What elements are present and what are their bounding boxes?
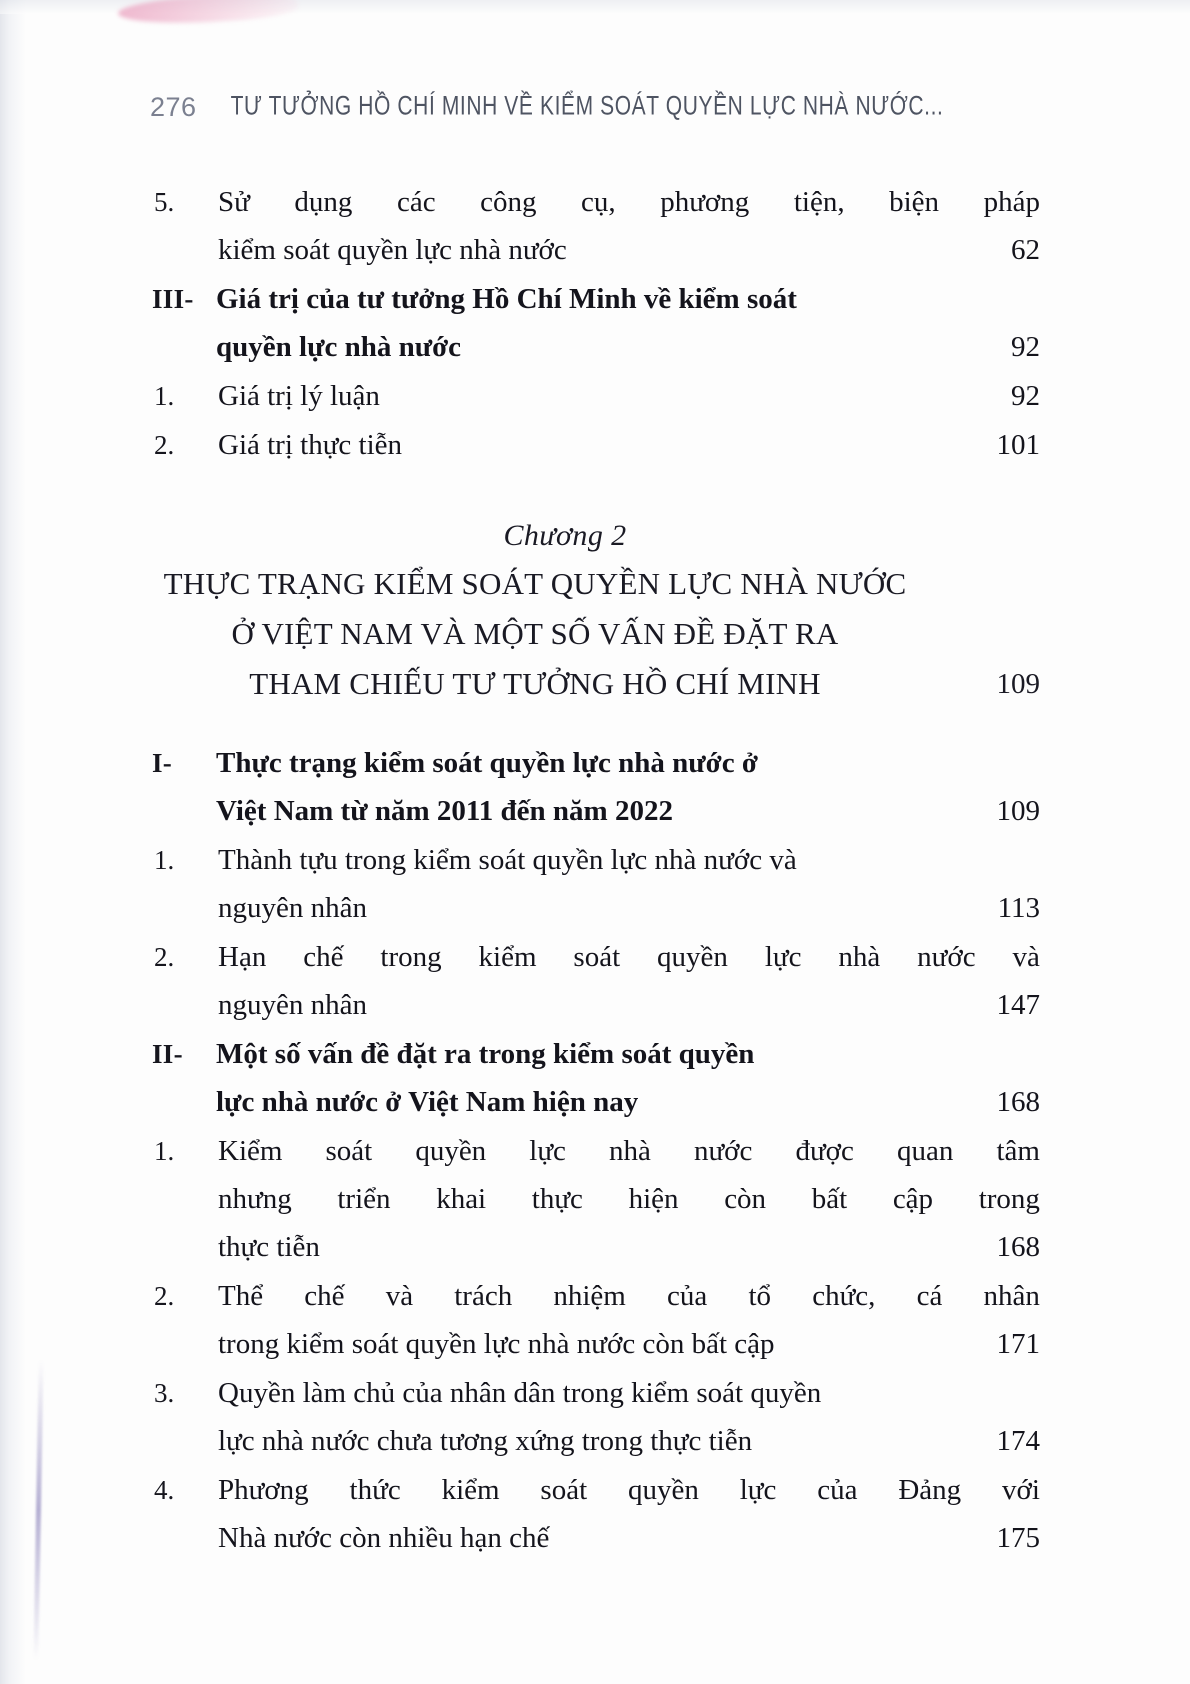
toc-line: quyền lực nhà nước (216, 331, 462, 363)
toc-line: Giá trị lý luận (218, 380, 380, 412)
toc-line-word: còn (724, 1183, 767, 1215)
toc-entry-text (218, 1466, 1040, 1562)
toc-line-word: và (1012, 941, 1040, 973)
toc-line-word: của (817, 1474, 858, 1506)
toc-line-with-page (216, 787, 1040, 835)
toc-entry-text (218, 421, 1040, 469)
toc-line-word: trách (454, 1280, 513, 1312)
chapter-title-row-1 (150, 559, 1040, 609)
toc-line-word: Phương (218, 1474, 309, 1506)
chapter-label-container (150, 513, 1040, 559)
scan-pink-smudge (117, 0, 298, 27)
toc-line-with-page (218, 981, 1040, 1029)
toc-page-number: 175 (996, 1522, 1040, 1554)
toc-line-with-page (218, 372, 1040, 420)
toc-entry-number: 4. (154, 1475, 175, 1505)
toc-line-word: lực (529, 1135, 566, 1167)
scan-ink-streak (33, 1360, 43, 1660)
toc-line-word: chức, (812, 1280, 876, 1312)
toc-entry-text (216, 1030, 1040, 1126)
toc-line-word: biện (889, 186, 940, 218)
chapter-title-line-1: THỰC TRẠNG KIỂM SOÁT QUYỀN LỰC NHÀ NƯỚC (163, 566, 907, 601)
toc-page-number: 168 (996, 1086, 1040, 1118)
toc-line-word: khai (436, 1183, 487, 1215)
toc-entry-text (216, 275, 1040, 371)
toc-line-word: pháp (983, 186, 1040, 218)
toc-entry-II-1 (150, 1127, 1040, 1271)
toc-line-word: tâm (996, 1135, 1040, 1167)
toc-line-with-page (218, 1223, 1040, 1271)
chapter-title-row-2 (150, 609, 1040, 659)
toc-line-with-page (216, 1078, 1040, 1126)
toc-line-word: được (795, 1135, 854, 1167)
toc-line-word: các (396, 186, 436, 218)
toc-entry-I-1 (150, 836, 1040, 932)
toc-line-with-page (218, 226, 1040, 274)
scan-edge-top-shadow (0, 0, 1190, 14)
toc-page-number: 174 (996, 1425, 1040, 1457)
toc-entry-text (218, 933, 1040, 1029)
toc-entry-number: 5. (154, 187, 175, 217)
toc-entry-number: 3. (154, 1378, 175, 1408)
toc-entry-II (150, 1030, 1040, 1126)
toc-line (218, 1272, 1040, 1320)
toc-entry-I (150, 739, 1040, 835)
toc-entry-text (216, 739, 1040, 835)
toc-line-with-page (218, 1514, 1040, 1562)
toc-page-number: 92 (1011, 380, 1040, 412)
toc-line (218, 1127, 1040, 1175)
toc-line-word: quan (896, 1135, 954, 1167)
toc-line: nguyên nhân (218, 892, 367, 924)
toc-page-number: 113 (997, 892, 1040, 924)
toc-line: Thành tựu trong kiểm soát quyền lực nhà nước và (218, 844, 797, 876)
chapter-page-number: 109 (996, 668, 1040, 700)
page-folio-number: 276 (150, 92, 197, 122)
toc-entry-text (218, 178, 1040, 274)
toc-line-word: Sử (218, 186, 250, 218)
toc-line-word: quyền (628, 1474, 699, 1506)
toc-line-word: lực (739, 1474, 777, 1506)
toc-entry-number: 1. (154, 381, 175, 411)
toc-line-word: nước (693, 1135, 753, 1167)
toc-line: Việt Nam từ năm 2011 đến năm 2022 (216, 795, 673, 827)
toc-line: lực nhà nước chưa tương xứng trong thực tiễn (218, 1425, 753, 1457)
toc-entry-number: I- (152, 748, 173, 778)
toc-entry-5 (150, 178, 1040, 274)
toc-line-word: cá (916, 1280, 943, 1312)
table-of-contents (150, 178, 1040, 1563)
toc-line-word: nhân (983, 1280, 1040, 1312)
toc-line-word: và (385, 1280, 414, 1312)
toc-line-word: thực (531, 1183, 583, 1215)
toc-line-word: của (667, 1280, 708, 1312)
toc-line: Một số vấn đề đặt ra trong kiểm soát quyền (216, 1038, 755, 1070)
toc-entry-text (218, 1272, 1040, 1368)
toc-page-number: 147 (996, 989, 1040, 1021)
toc-line-word: quyền (657, 941, 728, 973)
toc-entry-III-2 (150, 421, 1040, 469)
toc-entry-number: 1. (154, 1136, 175, 1166)
toc-line-word: soát (540, 1474, 588, 1506)
toc-line-word: Hạn (218, 941, 267, 973)
toc-line-word: trong (380, 941, 442, 973)
chapter-title-line-2: Ở VIỆT NAM VÀ MỘT SỐ VẤN ĐỀ ĐẶT RA (231, 616, 839, 651)
toc-line-with-page (218, 421, 1040, 469)
toc-line-word: soát (325, 1135, 373, 1167)
toc-entry-number: 2. (154, 430, 175, 460)
toc-line (218, 1466, 1040, 1514)
toc-page-number: 92 (1011, 331, 1040, 363)
toc-entry-number: 2. (154, 942, 175, 972)
scan-edge-shadow (0, 0, 26, 1684)
toc-page-number: 171 (996, 1328, 1040, 1360)
toc-line: lực nhà nước ở Việt Nam hiện nay (216, 1086, 639, 1118)
toc-line-with-page (218, 1417, 1040, 1465)
toc-line: nguyên nhân (218, 989, 367, 1021)
toc-line-word: nhà (609, 1135, 651, 1167)
toc-line-word: thức (349, 1474, 401, 1506)
toc-line: thực tiễn (218, 1231, 320, 1263)
toc-line-word: nước (917, 941, 976, 973)
toc-line-word: chế (304, 1280, 345, 1312)
toc-line-with-page (218, 884, 1040, 932)
toc-line-word: công (480, 186, 537, 218)
toc-line-word: Kiểm (218, 1135, 283, 1167)
toc-entry-text (218, 836, 1040, 932)
toc-line-word: lực (764, 941, 802, 973)
toc-line: Thực trạng kiểm soát quyền lực nhà nước ở (216, 747, 758, 779)
chapter-label-row (150, 513, 1040, 559)
toc-line-word: soát (573, 941, 621, 973)
toc-line-word: cụ, (581, 186, 616, 218)
toc-line-word: Thể (218, 1280, 264, 1312)
toc-line (218, 1175, 1040, 1223)
toc-line-word: nhưng (218, 1183, 292, 1215)
toc-line-word: cập (892, 1183, 934, 1215)
toc-line: Giá trị của tư tưởng Hồ Chí Minh về kiểm soát (216, 283, 797, 315)
toc-line-with-page (218, 1320, 1040, 1368)
toc-line-word: quyền (415, 1135, 487, 1167)
chapter-label: Chương 2 (503, 519, 627, 552)
toc-entry-III (150, 275, 1040, 371)
toc-entry-number: II- (152, 1039, 183, 1069)
toc-entry-I-2 (150, 933, 1040, 1029)
toc-entry-number: III- (152, 284, 194, 314)
toc-line-word: tiện, (793, 186, 845, 218)
toc-line-with-page (216, 323, 1040, 371)
toc-entry-text (218, 1127, 1040, 1271)
toc-line: trong kiểm soát quyền lực nhà nước còn bất cập (218, 1328, 775, 1360)
toc-line-word: với (1002, 1474, 1040, 1506)
running-header (150, 92, 943, 123)
toc-line-word: trong (978, 1183, 1040, 1215)
toc-entry-II-3 (150, 1369, 1040, 1465)
toc-line-word: Đảng (898, 1474, 962, 1506)
toc-entry-number: 1. (154, 845, 175, 875)
toc-entry-III-1 (150, 372, 1040, 420)
toc-line (218, 178, 1040, 226)
running-header-title: TƯ TƯỞNG HỒ CHÍ MINH VỀ KIỂM SOÁT QUYỀN LỰC NHÀ NƯỚC... (230, 91, 944, 121)
toc-page-number: 168 (996, 1231, 1040, 1263)
toc-line-word: nhà (838, 941, 881, 973)
toc-entry-text (218, 1369, 1040, 1465)
toc-line: kiểm soát quyền lực nhà nước (218, 234, 567, 266)
toc-page-number: 101 (996, 429, 1040, 461)
toc-line-word: chế (303, 941, 344, 973)
chapter-title-row-3 (150, 659, 1040, 709)
chapter-heading-block (150, 513, 1040, 709)
toc-line-word: tổ (748, 1280, 772, 1312)
toc-line-word: triển (337, 1183, 391, 1215)
toc-entry-II-2 (150, 1272, 1040, 1368)
toc-page-number: 109 (996, 795, 1040, 827)
toc-line: Giá trị thực tiễn (218, 429, 403, 461)
toc-line-word: hiện (628, 1183, 679, 1215)
toc-line-word: nhiệm (553, 1280, 626, 1312)
toc-line-word: bất (811, 1183, 848, 1215)
toc-line-word: kiểm (441, 1474, 500, 1506)
toc-line-word: dụng (294, 186, 353, 218)
toc-page-number: 62 (1011, 234, 1040, 266)
toc-entry-text (218, 372, 1040, 420)
toc-entry-II-4 (150, 1466, 1040, 1562)
toc-line: Quyền làm chủ của nhân dân trong kiểm soát quyền (218, 1377, 822, 1409)
toc-line: Nhà nước còn nhiều hạn chế (218, 1522, 550, 1554)
toc-line-word: kiểm (478, 941, 537, 973)
toc-line (218, 933, 1040, 981)
toc-line-word: phương (660, 186, 750, 218)
chapter-title-line-3: THAM CHIẾU TƯ TƯỞNG HỒ CHÍ MINH (249, 666, 821, 701)
toc-entry-number: 2. (154, 1281, 175, 1311)
